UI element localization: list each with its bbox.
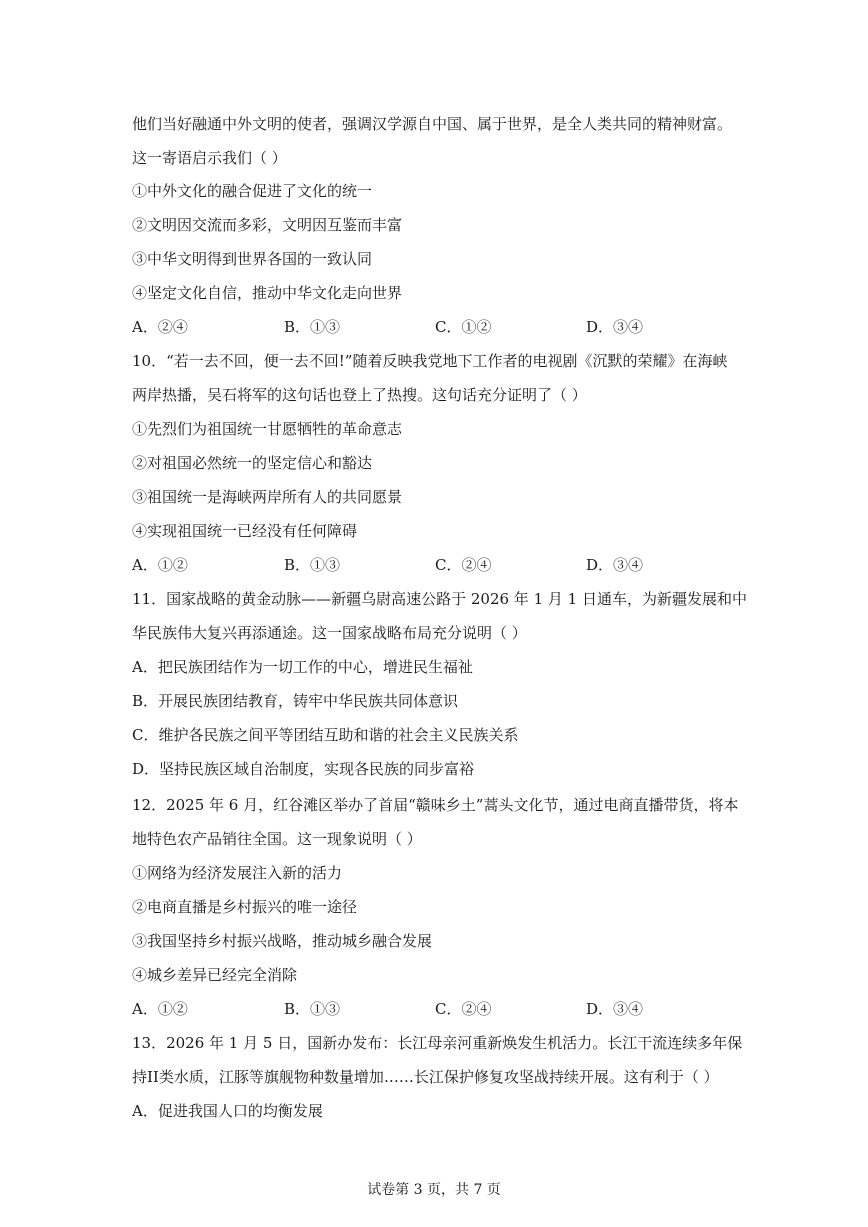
text-line: 他们当好融通中外文明的使者，强调汉学源自中国、属于世界，是全人类共同的精神财富。	[132, 115, 733, 133]
text-line: 持II类水质，江豚等旗舰物种数量增加……长江保护修复攻坚战持续开展。这有利于（ ）	[132, 1068, 719, 1086]
choice-item: ③中华文明得到世界各国的一致认同	[132, 250, 373, 268]
choice-item: ③祖国统一是海峡两岸所有人的共同愿景	[132, 488, 403, 506]
option-d: D．③④	[586, 1000, 644, 1018]
option-d: D．③④	[586, 318, 644, 336]
choice-item: ①先烈们为祖国统一甘愿牺牲的革命意志	[132, 420, 403, 438]
question-10: 10．“若一去不回，便一去不回!”随着反映我党地下工作者的电视剧《沉默的荣耀》在海峡	[132, 352, 728, 370]
option-a: A．促进我国人口的均衡发展	[132, 1102, 323, 1120]
choice-item: ④实现祖国统一已经没有任何障碍	[132, 522, 358, 540]
option-d: D．③④	[586, 556, 644, 574]
option-c: C．②④	[435, 556, 492, 574]
option-b: B．①③	[284, 556, 341, 574]
question-13: 13．2026 年 1 月 5 日，国新办发布：长江母亲河重新焕发生机活力。长江干流连续多年保	[132, 1034, 743, 1052]
option-a: A．①②	[132, 1000, 188, 1018]
choice-item: ②文明因交流而多彩，文明因互鉴而丰富	[132, 216, 403, 234]
choice-item: ①网络为经济发展注入新的活力	[132, 864, 343, 882]
choice-item: ④城乡差异已经完全消除	[132, 966, 298, 984]
option-a: A．②④	[132, 318, 188, 336]
text-line: 华民族伟大复兴再添通途。这一国家战略布局充分说明（ ）	[132, 624, 527, 642]
option-b: B．①③	[284, 318, 341, 336]
choice-item: ①中外文化的融合促进了文化的统一	[132, 182, 373, 200]
option-a: A．①②	[132, 556, 188, 574]
choice-item: ②电商直播是乡村振兴的唯一途径	[132, 898, 358, 916]
option-c: C．②④	[435, 1000, 492, 1018]
option-a: A．把民族团结作为一切工作的中心，增进民生福祉	[132, 658, 473, 676]
option-d: D．坚持民族区域自治制度，实现各民族的同步富裕	[132, 760, 475, 778]
choice-item: ④坚定文化自信，推动中华文化走向世界	[132, 284, 403, 302]
answer-options	[132, 317, 772, 337]
text-line: 地特色农产品销往全国。这一现象说明（ ）	[132, 830, 422, 848]
option-c: C．维护各民族之间平等团结互助和谐的社会主义民族关系	[132, 726, 519, 744]
page-footer: 试卷第 3 页，共 7 页	[367, 1182, 501, 1198]
text-line: 这一寄语启示我们（ ）	[132, 149, 287, 167]
question-12: 12．2025 年 6 月，红谷滩区举办了首届“赣味乡土”蒿头文化节，通过电商直播带货，将本	[132, 796, 739, 814]
option-c: C．①②	[435, 318, 492, 336]
text-line: 两岸热播，吴石将军的这句话也登上了热搜。这句话充分证明了（ ）	[132, 386, 587, 404]
choice-item: ③我国坚持乡村振兴战略，推动城乡融合发展	[132, 932, 433, 950]
answer-options	[132, 999, 772, 1019]
question-11: 11．国家战略的黄金动脉——新疆乌尉高速公路于 2026 年 1 月 1 日通车，为新疆发展和中	[132, 590, 747, 608]
answer-options	[132, 555, 772, 575]
choice-item: ②对祖国必然统一的坚定信心和豁达	[132, 454, 373, 472]
option-b: B．①③	[284, 1000, 341, 1018]
option-b: B．开展民族团结教育，铸牢中华民族共同体意识	[132, 692, 459, 710]
